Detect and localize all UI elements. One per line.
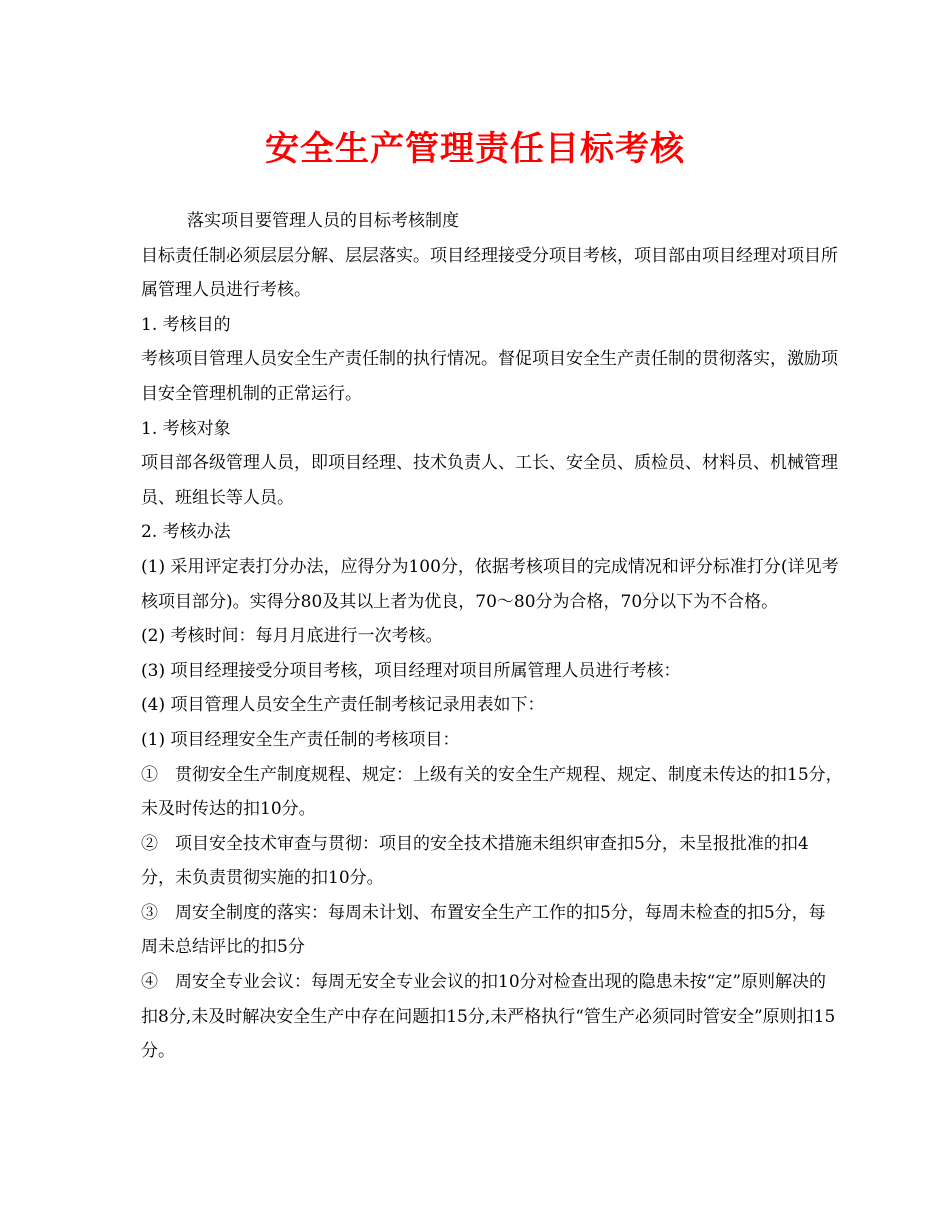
list-item: (1) 采用评定表打分办法，应得分为100分，依据考核项目的完成情况和评分标准打分(详见考核项目部分)。实得分80及其以上者为优良，70～80分为合格，70分以下为不合格。 [141,556,839,612]
intro-heading: 落实项目要管理人员的目标考核制度 [187,211,459,231]
list-item: ① 贯彻安全生产制度规程、规定：上级有关的安全生产规程、规定、制度未传达的扣15分， 未及时传达的扣10分。 [141,764,852,820]
section-heading-purpose: 1. 考核目的 [141,314,231,335]
list-item: (4) 项目管理人员安全生产责任制考核记录用表如下： [141,695,545,716]
list-item: ③ 周安全制度的落实：每周未计划、布置安全生产工作的扣5分，每周未检查的扣5分，每周未总结评比的扣5分 [141,902,826,958]
paragraph: 目标责任制必须层层分解、层层落实。项目经理接受分项目考核，项目部由项目经理对项目所属管理人员进行考核。 [141,245,838,301]
document-title: 安全生产管理责任目标考核 [265,129,685,169]
list-item: (2) 考核时间：每月月底进行一次考核。 [141,626,443,647]
list-item: ④ 周安全专业会议：每周无安全专业会议的扣10分对检查出现的隐患未按“定”原则解决的扣8分,未及时解决安全生产中存在问题扣15分,未严格执行“管生产必须同时管安全”原则扣15分。 [141,972,836,1062]
paragraph: 考核项目管理人员安全生产责任制的执行情况。督促项目安全生产责任制的贯彻落实，激励项目安全管理机制的正常运行。 [141,349,838,404]
document-body [141,204,852,1069]
section-heading-method: 2. 考核办法 [141,522,231,543]
section-heading-target: 1. 考核对象 [141,418,231,439]
list-item: (1) 项目经理安全生产责任制的考核项目： [141,729,460,750]
list-item: ② 项目安全技术审查与贯彻：项目的安全技术措施未组织审查扣5分，未呈报批准的扣4分，未负责贯彻实施的扣10分。 [141,833,809,889]
list-item: (3) 项目经理接受分项目考核，项目经理对项目所属管理人员进行考核： [141,660,681,681]
paragraph: 项目部各级管理人员，即项目经理、技术负责人、工长、安全员、质检员、材料员、机械管理员、班组长等人员。 [141,453,838,508]
